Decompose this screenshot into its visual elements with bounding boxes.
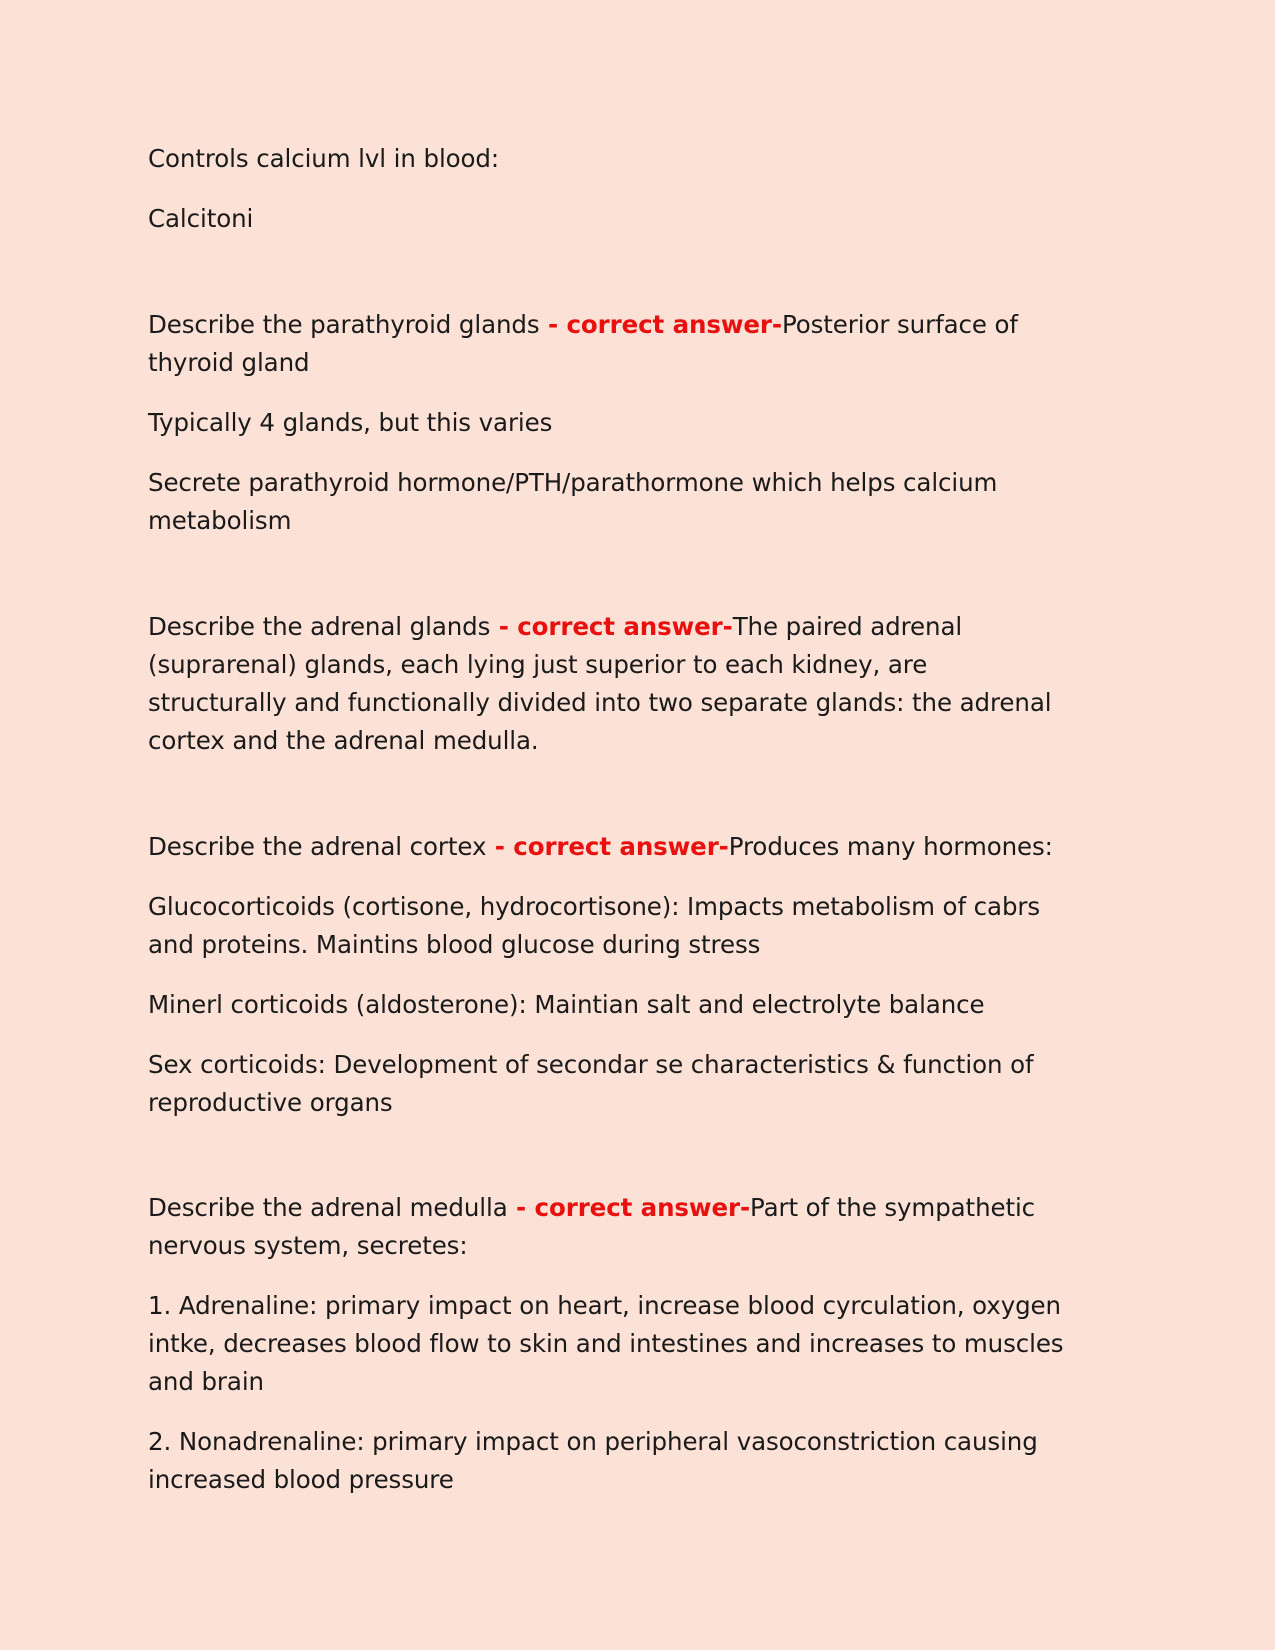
line-prompt: 2. Nonadrenaline: primary impact on peripheral vasoconstriction causing increased blood pressure	[148, 1427, 1038, 1495]
line-answer: The paired adrenal (suprarenal) glands, each lying just superior to each kidney, are structurally and functionally divided into two separate glands: the adrenal cortex and the adrenal medulla.	[148, 611, 1052, 755]
qa-block	[148, 306, 1068, 540]
qa-block	[148, 1189, 1068, 1499]
text-line	[148, 200, 1068, 238]
line-prompt: 1. Adrenaline: primary impact on heart, increase blood cyrculation, oxygen intke, decreases blood flow to skin and intestines and increases to muscles and brain	[148, 1291, 1064, 1397]
line-prompt: Sex corticoids: Development of secondar se characteristics & function of reproductive organs	[148, 1049, 1034, 1117]
correct-answer-tag: - correct answer-	[539, 309, 782, 339]
line-prompt: Typically 4 glands, but this varies	[148, 407, 553, 437]
text-line	[148, 1046, 1068, 1122]
text-line	[148, 1287, 1068, 1401]
text-line	[148, 306, 1068, 382]
line-prompt: Describe the parathyroid glands	[148, 309, 540, 339]
qa-block	[148, 140, 1068, 238]
document-body	[148, 140, 1068, 1499]
line-prompt: Describe the adrenal glands	[148, 611, 491, 641]
text-line	[148, 828, 1068, 866]
line-answer: Posterior surface of thyroid gland	[148, 309, 1018, 377]
line-answer: Part of the sympathetic nervous system, secretes:	[148, 1193, 1036, 1261]
text-line	[148, 140, 1068, 178]
qa-block	[148, 608, 1068, 760]
line-prompt: Glucocorticoids (cortisone, hydrocortisone): Impacts metabolism of cabrs and proteins. Maintins blood glucose during stress	[148, 891, 1041, 959]
text-line	[148, 888, 1068, 964]
text-line	[148, 1189, 1068, 1265]
text-line	[148, 608, 1068, 760]
line-prompt: Minerl corticoids (aldosterone): Maintian salt and electrolyte balance	[148, 989, 985, 1019]
text-line	[148, 464, 1068, 540]
correct-answer-tag: - correct answer-	[490, 611, 733, 641]
line-prompt: Describe the adrenal medulla	[148, 1193, 508, 1223]
line-answer: Produces many hormones:	[728, 831, 1053, 861]
line-prompt: Calcitoni	[148, 203, 254, 233]
text-line	[148, 404, 1068, 442]
correct-answer-tag: - correct answer-	[486, 831, 729, 861]
line-prompt: Describe the adrenal cortex	[148, 831, 487, 861]
correct-answer-tag: - correct answer-	[507, 1193, 751, 1223]
qa-block	[148, 828, 1068, 1122]
line-prompt: Controls calcium lvl in blood:	[148, 144, 500, 173]
text-line	[148, 1423, 1068, 1499]
text-line	[148, 986, 1068, 1024]
line-prompt: Secrete parathyroid hormone/PTH/parathormone which helps calcium metabolism	[148, 467, 998, 535]
